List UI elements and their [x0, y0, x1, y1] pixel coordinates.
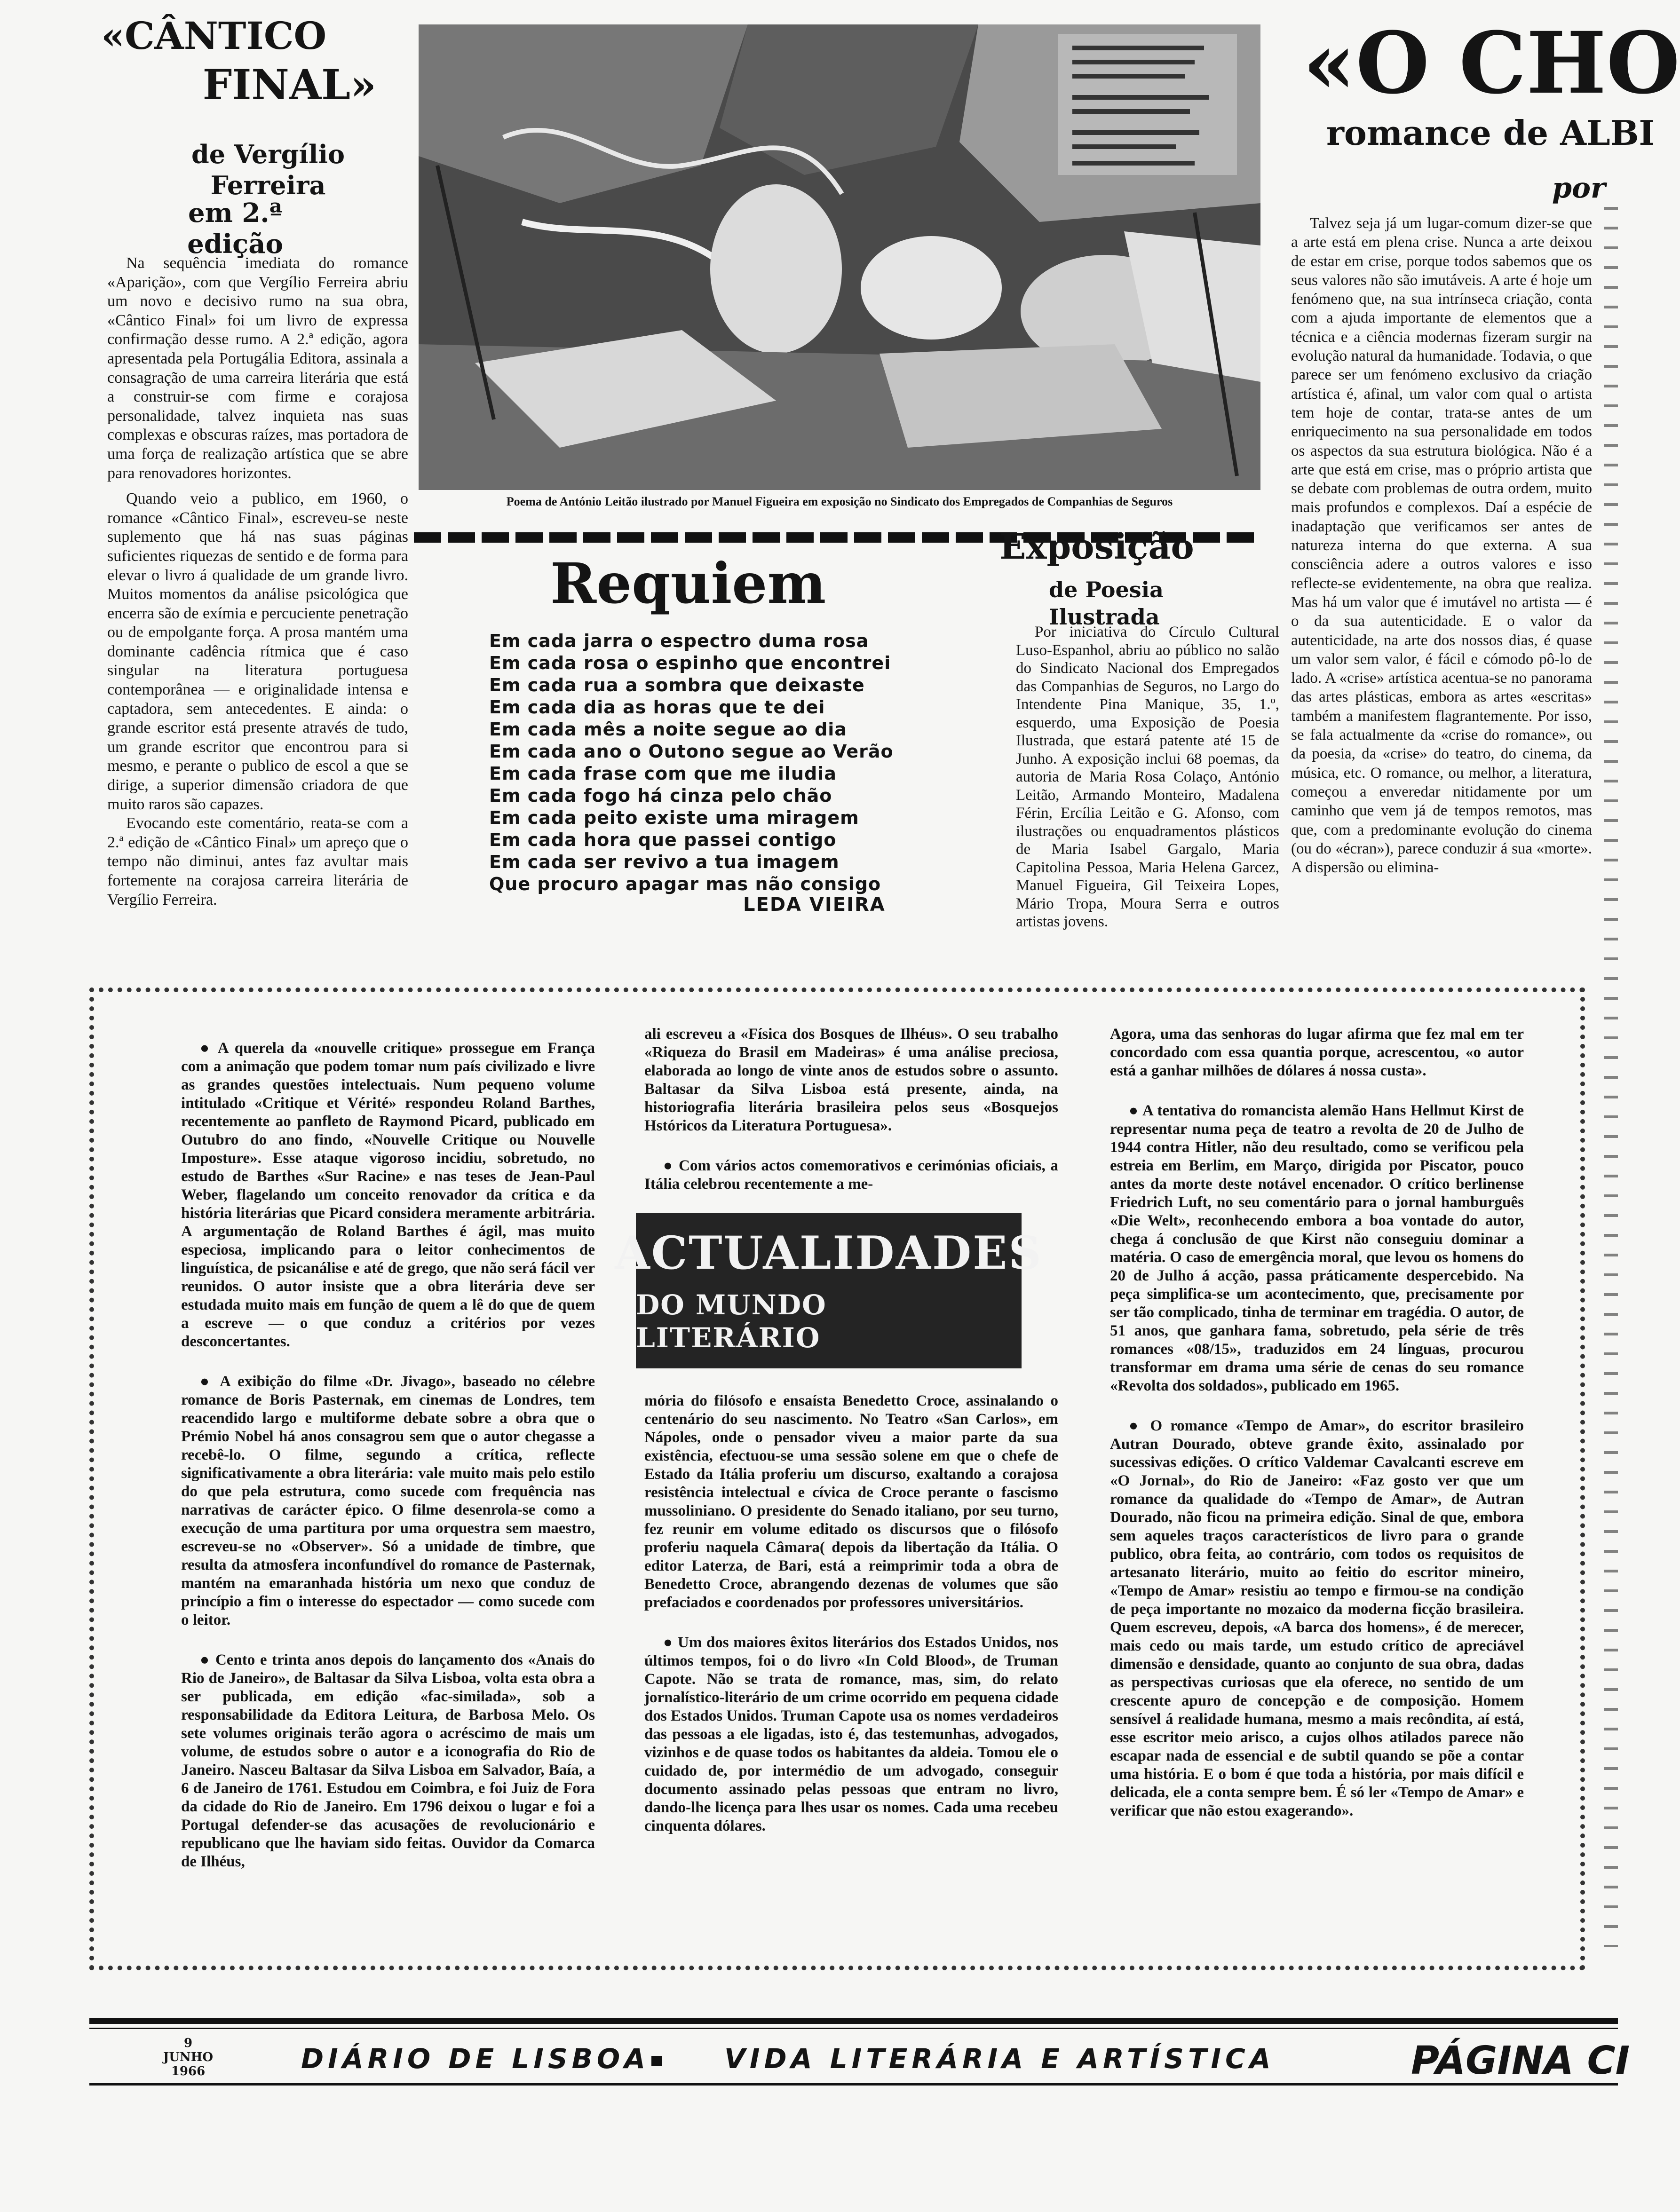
actualidades-column-2-top: [644, 1025, 1058, 1215]
illustration-artwork: [419, 24, 1260, 490]
footer-day: 9: [183, 2036, 193, 2050]
cantico-paragraph: Na sequência imediata do romance «Aparição», com que Vergílio Ferreira abriu um novo e decisivo rumo na sua obra, «Cântico Final» foi um livro de expressa confirmação desse rumo. A 2.ª edição, agora apresentada pela Portugália Editora, assinala a consagração de uma carreira literária que está a construir-se com firme e corajosa personalidade, talvez inquieta nas suas complexas e obscuras raízes, mas portadora de uma força de realização artística que se abre para renovadores horizontes.: [107, 254, 408, 482]
cantico-title-line1: «CÂNTICO: [101, 14, 327, 58]
requiem-title: Requiem: [550, 551, 826, 616]
poem-line: Em cada hora que passei contigo: [489, 830, 837, 850]
poem-line: Em cada dia as horas que te dei: [489, 697, 825, 718]
news-item: ● Cento e trinta anos depois do lançamento dos «Anais do Rio de Janeiro», de Baltasar da Silva Lisboa, volta esta obra a ser publicada, em edição «fac-similada», sob a responsabilidade da Editora Leitura, de Barbosa Melo. Os sete volumes originais terão agora o acréscimo de mais um volume, de estudos sobre o autor e a iconografia do Rio de Janeiro. Nasceu Baltasar da Silva Lisboa em Salvador, Baía, a 6 de Janeiro de 1761. Estudou em Coimbra, e foi Juiz de Fora da cidade do Rio de Janeiro. Em 1796 deixou o lugar e foi a Portugal defender-se das acusações de revolucionário e republicano que lhe haviam sido feitas. Ouvidor da Comarca de Ilhéus,: [181, 1651, 595, 1871]
poem-line: Em cada ser revivo a tua imagem: [489, 852, 840, 872]
requiem-author: LEDA VIEIRA: [743, 894, 886, 916]
footer-date: [155, 2036, 221, 2078]
footer-month: JUNHO: [163, 2050, 213, 2064]
cantico-edition: em 2.ª edição: [187, 198, 283, 260]
actualidades-column-2-bottom: [644, 1392, 1058, 1857]
banner-line1: ACTUALIDADES: [615, 1226, 1043, 1280]
illustration-caption: Poema de António Leitão ilustrado por Manuel Figueira em exposição no Sindicato dos Empregados de Companhias de Seguros: [506, 495, 1173, 508]
actualidades-column-1: [181, 1039, 595, 1893]
footer-paper-name: DIÁRIO DE LISBOA: [301, 2043, 650, 2075]
poem-line: Em cada rua a sombra que deixaste: [489, 675, 865, 695]
exposicao-paragraph: Por iniciativa do Círculo Cultural Luso-Espanhol, abriu ao público no salão do Sindicato Nacional dos Empregados das Companhias de Seguros, no Largo do Intendente Pina Manique, 35, 1.º, esquerdo, uma Exposição de Poesia Ilustrada, que estará patente até 15 de Junho. A exposição inclui 68 poemas, da autoria de Maria Rosa Colaço, António Leitão, Armando Monteiro, Madalena Férin, Ercília Leitão e G. Afonso, com ilustrações ou enquadramentos plásticos de Maria Isabel Gargalo, Maria Capitolina Pessoa, Maria Helena Garcez, Manuel Figueira, Gil Teixeira Lopes, Mário Tropa, Moura Serra e outros artistas jovens.: [1016, 624, 1279, 930]
poem-line: Em cada mês a noite segue ao dia: [489, 719, 847, 740]
news-item: ● Um dos maiores êxitos literários dos Estados Unidos, nos últimos tempos, foi o do livro «In Cold Blood», de Truman Capote. Não se trata de romance, mas, sim, do relato jornalístico-literário de um crime ocorrido em pequena cidade dos Estados Unidos. Truman Capote usa os nomes verdadeiros das pessoas a ele ligadas, isto é, das testemunhas, advogados, vizinhos e de quase todos os habitantes da aldeia. Tomou ele o cuidado de, por intermédio de um advogado, conseguir documento assinado pelas pessoas que entram no livro, dando-lhe licença para lhes usar os nomes. Cada uma recebeu cinquenta dólares.: [644, 1634, 1058, 1835]
exposicao-title: Exposição: [999, 527, 1194, 567]
poem-line: Em cada peito existe uma miragem: [489, 807, 859, 828]
actualidades-banner: [615, 1213, 1043, 1368]
news-item: ● A querela da «nouvelle critique» prossegue em França com a animação que podem tomar num país civilizado e livre as grandes questões intelectuais. Num pequeno volume intitulado «Critique et Vérité» respondeu Roland Barthes, recentemente ao panfleto de Raymond Picard, publicado em Outubro do ano findo, «Nouvelle Critique ou Nouvelle Imposture». Esse ataque vigoroso incidiu, sobretudo, no estudo de Barthes «Sur Racine» e nas teses de Jean-Paul Weber, flagelando um conceito renovador da crítica e da história literárias que Picard considera meramente arbitrária. A argumentação de Roland Barthes é ágil, mas muito especiosa, implicando para o leitor conhecimentos de linguística, de psicanálise e até de grego, que não será fácil ver reunidos. O autor insiste que a obra literária deve ser estudada muito mais em função de quem a lê do que de quem a escreve — o que conduz a critérios por vezes desconcertantes.: [181, 1039, 595, 1351]
footer-page-label: PÁGINA CI: [1411, 2038, 1630, 2083]
news-item: mória do filósofo e ensaísta Benedetto Croce, assinalando o centenário do seu nascimento. No Teatro «San Carlos», em Nápoles, onde o pensador viveu a maior parte da sua existência, efectuou-se uma sessão solene em que o chefe de Estado da Itália proferiu um discurso, exaltando a corajosa resistência intelectual e cívica de Croce perante o fascismo mussoliniano. O presidente do Senado italiano, por seu turno, fez reunir em volume editado os discursos que o filósofo proferiu naquela Câmara( depois da libertação da Itália. O editor Laterza, de Bari, está a reimprimir toda a obra de Benedetto Croce, abrangendo dezenas de volumes que são prefaciados e coordenados por professores universitários.: [644, 1392, 1058, 1611]
poem-line: Que procuro apagar mas não consigo: [489, 874, 881, 894]
poem-line: Em cada frase com que me iludia: [489, 763, 837, 784]
banner-line2: DO MUNDO LITERÁRIO: [636, 1289, 827, 1354]
actualidades-column-3: [1110, 1025, 1524, 1842]
cantico-article: [107, 254, 408, 909]
cantico-paragraph: Quando veio a publico, em 1960, o romance «Cântico Final», escreveu-se neste suplemento que há nas suas páginas suficientes riquezas de sentido e de forma para elevar o livro á qualidade de um grande livro. Muitos momentos da análise psicológica que encerra são de exímia e percuciente penetração ou de empolgante força. A prosa mantém uma dominante cadência rítmica que é caso singular na literatura portuguesa contemporânea — e originalidade intensa e captadora, sem antecedentes. E ainda: o grande escritor está presente através de tudo, um grande escritor que encontrou para si mesmo, e perante o publico de escol a que se dirige, a superior dimensão criadora de que muito raros são capazes.: [107, 490, 408, 813]
cantico-subtitle: de Vergílio Ferreira: [191, 139, 345, 200]
choque-paragraph: Talvez seja já um lugar-comum dizer-se que a arte está em plena crise. Nunca a arte deixou de estar em crise, porque todos sabemos que os seus valores não são imutáveis. A arte é hoje um fenómeno que, na sua intrínseca criação, conta com a ajuda importante de elementos que a técnica e a ciência modernas fizeram surgir na evolução natural da humanidade. Todavia, o que parece ser um fenómeno exclusivo da criação artística é, afinal, um valor com qual o artista tem hoje de contar, trata-se antes de um enriquecimento na sua personalidade em todos os aspectos da sua estrutura biológica. Não é a arte que está em crise, mas o próprio artista que se debate com problemas de outra ordem, muito mais profundos e complexos. Daí a espécie de inadaptação que verificamos ser antes de natureza interna do que externa. A sua consciência adere a outros valores e isso reflecte-se evidentemente, na obra que realiza. Mas há um valor que é imutável no artista — é o da sua autenticidade. E o valor da autenticidade, na arte dos nossos dias, é quase um valor sem valor, é fácil e cómodo pô-lo de lado. A «crise» artística acentua-se no panorama das artes plásticas, embora as artes «escritas» também a manifestem flagrantemente. Por isso, se fala actualmente da «crise do romance», ou da poesia, da «crise» do teatro, do cinema, da música, etc. O romance, ou melhor, a literatura, começou a enveredar nitidamente por um caminho que vem já de tempos remotos, mas que, com a predominante evolução do cinema (ou do «écran»), parece conduzir á sua «morte». A dispersão ou elimina-: [1291, 215, 1592, 877]
choque-subtitle: romance de ALBI: [1326, 113, 1655, 153]
footer-section: VIDA LITERÁRIA E ARTÍSTICA: [724, 2043, 1275, 2075]
footer-rule-bottom: [89, 2083, 1618, 2086]
news-item: ali escreveu a «Física dos Bosques de Ilhéus». O seu trabalho «Riqueza do Brasil em Madeiras» é uma análise preciosa, elaborada ao longo de vinte anos de estudos sobre o assunto. Baltasar da Silva Lisboa está presente, ainda, na historiografia literária brasileira pelos seus «Bosquejos Hstóricos da Literatura Portuguesa».: [644, 1026, 1058, 1134]
choque-title: «O CHO: [1303, 14, 1680, 113]
exposicao-subtitle: de Poesia Ilustrada: [1049, 577, 1164, 630]
news-item: ● A tentativa do romancista alemão Hans Hellmut Kirst de representar numa peça de teatro a revolta de 20 de Julho de 1944 contra Hitler, não deu resultado, como se verificou pela estreia em Berlim, em Março, dirigida por Piscator, pouco antes da morte deste notável encenador. O crítico berlinense Friedrich Luft, no seu comentário para o jornal hamburguês «Die Welt», reconhecendo embora a boa vontade do autor, chega á conclusão de que Kirst não conseguiu dominar a matéria. O caso de emergência moral, que levou os homens do 20 de Julho á acção, passa práticamente despercebido. Na peça simplifica-se um acontecimento, que, precisamente por ser tão complicado, tinha de terminar em tragédia. O autor, de 51 anos, que ganhara fama, sobretudo, pela série de três romances «08/15», traduzidos em 24 línguas, procurou transformar em drama uma série de cenas do seu romance «Revolta dos soldados», publicado em 1965.: [1110, 1102, 1524, 1395]
news-item: ● O romance «Tempo de Amar», do escritor brasileiro Autran Dourado, obteve grande êxito, assinalado por sucessivas edições. O crítico Valdemar Cavalcanti escreve em «O Jornal», do Rio de Janeiro: «Faz gosto ver que um romance da qualidade do «Tempo de Amar», de Autran Dourado, não ficou na primeira edição. Sinal de que, embora sem aqueles traços característicos de livro para o grande publico, obra feita, ao contrário, com todos os requisitos de artesanato literário, muito ao feitio do escritor mineiro, «Tempo de Amar» resistiu ao tempo e firmou-se na condição de peça importante no mozaico da moderna ficção brasileira. Quem escreveu, depois, «A barca dos homens», é de merecer, mais cedo ou mais tarde, um estudo crítico de apreciável dimensão e densidade, quanto ao conjunto de sua obra, dadas as perspectivas curiosas que ela oferece, no sentido de um crescente apuro de concepção e de composição. Homem sensível á realidade humana, mesmo a mais recôndita, aí está, esse escritor meio arisco, a cujos olhos atilados parece não escapar nada de essencial e de subtil quando se põe a contar uma história. E o bom é que toda a história, por mais difícil e delicada, ele a conta sempre bem. É só ler «Tempo de Amar» e verificar que não estou exagerando».: [1110, 1417, 1524, 1820]
footer-year: 1966: [171, 2064, 206, 2078]
cantico-title-line2: FINAL»: [202, 60, 376, 109]
requiem-poem: [489, 630, 969, 895]
news-item: Agora, uma das senhoras do lugar afirma que fez mal em ter concordado com essa quantia porque, acrescentou, «o autor está a ganhar milhões de dólares á nossa custa».: [1110, 1026, 1524, 1079]
poem-line: Em cada fogo há cinza pelo chão: [489, 785, 832, 806]
poem-illustration: [419, 24, 1260, 490]
next-column-edge: [1604, 207, 1618, 1947]
news-item: ● Com vários actos comemorativos e cerimónias oficiais, a Itália celebrou recentemente a me-: [644, 1157, 1058, 1193]
poem-line: Em cada rosa o espinho que encontrei: [489, 653, 891, 673]
choque-article: [1291, 214, 1592, 877]
choque-byline: por: [1552, 172, 1606, 205]
footer-rule-thin: [89, 2028, 1618, 2029]
footer-separator: [651, 2056, 662, 2066]
cantico-paragraph: Evocando este comentário, reata-se com a 2.ª edição de «Cântico Final» um apreço que o tempo não diminui, antes faz avultar mais fortemente na corajosa carreira literária de Vergílio Ferreira.: [107, 814, 408, 908]
footer-rule-top: [89, 2018, 1618, 2024]
news-item: ● A exibição do filme «Dr. Jivago», baseado no célebre romance de Boris Pasternak, em cinemas de Londres, tem reacendido largo e multiforme debate sobre a obra que o Prémio Nobel há anos consagrou sem que o autor chegasse a recebê-lo. O filme, segundo a crítica, reflecte significativamente a obra literária: vale muito mais pelo estilo do que pela estrutura, como sucede com frequência nas narrativas de carácter épico. O filme desenrola-se como a execução de uma partitura por uma orquestra sem maestro, escreveu-se no «Observer». Só a unidade de timbre, que resulta da atmosfera inconfundível do romance de Pasternak, mantém na emaranhada história um nexo que conduz de princípio a fim o interesse do espectador — como sucede com o leitor.: [181, 1373, 595, 1629]
poem-line: Em cada ano o Outono segue ao Verão: [489, 741, 894, 762]
poem-line: Em cada jarra o espectro duma rosa: [489, 631, 869, 651]
exposicao-article: [1016, 623, 1279, 931]
